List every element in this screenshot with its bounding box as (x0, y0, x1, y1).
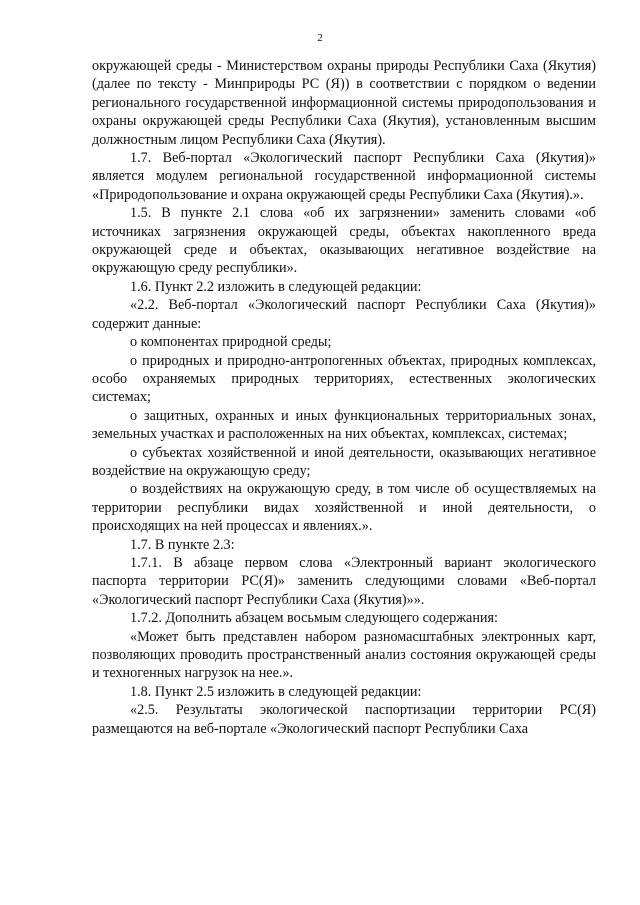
paragraph: окружающей среды - Министерством охраны природы Республики Саха (Якутия) (далее по тексту - Минприроды РС (Я)) в соответствии с порядком о ведении регионального государственной информационной системы природопользования и охраны окружающей среды Республики Саха (Якутия), установленным высшим должностным лицом Республики Саха (Якутия). (92, 58, 596, 148)
paragraph: 1.8. Пункт 2.5 изложить в следующей редакции: (130, 683, 422, 700)
paragraph: «Может быть представлен набором разномасштабных электронных карт, позволяющих проводить пространственный анализ состояния окружающей среды и техногенных нагрузок на нее.». (92, 628, 596, 682)
page-number: 2 (317, 32, 323, 44)
paragraph: 1.7. Веб-портал «Экологический паспорт Республики Саха (Якутия)» является модулем региональной государственной информационной системы «Природопользование и охрана окружающей среды Республики Саха (Якутия).». (92, 150, 596, 203)
paragraph: 1.5. В пункте 2.1 слова «об их загрязнении» заменить словами «об источниках загрязнения окружающей среды, объектах накопленного вреда окружающей среде и объектах, оказывающих негативное воздействие на окружающую среду республики». (92, 205, 596, 277)
paragraph: о природных и природно-антропогенных объектах, природных комплексах, особо охраняемых природных территориях, естественных экологических системах; (92, 352, 596, 406)
paragraph: 1.7.2. Дополнить абзацем восьмым следующего содержания: (130, 610, 498, 627)
paragraph: 1.6. Пункт 2.2 изложить в следующей редакции: (130, 278, 422, 295)
paragraph: 1.7.1. В абзаце первом слова «Электронный вариант экологического паспорта территории РС(Я)» заменить следующими словами «Веб-портал «Экологический паспорт Республики Саха (Якутия)»». (92, 554, 596, 608)
paragraph: 1.7. В пункте 2.3: (130, 536, 235, 553)
document-body (92, 57, 596, 738)
paragraph: «2.5. Результаты экологической паспортизации территории РС(Я) размещаются на веб-портале «Экологический паспорт Республики Саха (92, 702, 596, 737)
paragraph: «2.2. Веб-портал «Экологический паспорт Республики Саха (Якутия)» содержит данные: (92, 297, 596, 332)
paragraph: о субъектах хозяйственной и иной деятельности, оказывающих негативное воздействие на окружающую среду; (92, 444, 596, 479)
paragraph: о воздействиях на окружающую среду, в том числе об осуществляемых на территории республики видах хозяйственной и иной деятельности, о происходящих на ней процессах и явлениях.». (92, 481, 596, 535)
paragraph: о защитных, охранных и иных функциональных территориальных зонах, земельных участках и расположенных на них объектах, комплексах, системах; (92, 407, 596, 443)
paragraph: о компонентах природной среды; (130, 334, 332, 351)
